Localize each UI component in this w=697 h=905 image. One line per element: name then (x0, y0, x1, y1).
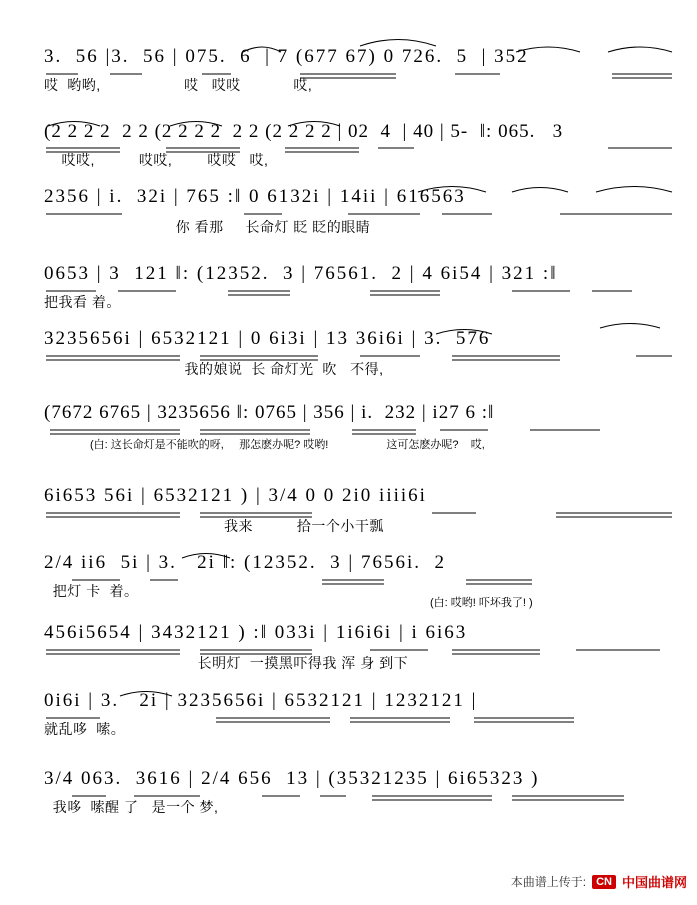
music-system-4 (0, 263, 697, 311)
music-system-3 (0, 186, 697, 236)
lyrics-row-1: 哎 哟哟, 哎 哎哎 哎, (44, 77, 313, 93)
site-logo-icon: CN (592, 875, 616, 889)
music-system-9 (0, 622, 697, 672)
lyrics-row-5: 我的娘说 长 命灯光 吹 不得, (44, 361, 384, 377)
spoken-text-1: (白: 这长命灯是不能吹的呀, 那怎麽办呢? 哎哟! 这可怎麽办呢? 哎, (90, 439, 485, 451)
lyrics-row-4: 把我看 着。 (44, 294, 121, 310)
site-name: 中国曲谱网 (621, 875, 687, 890)
music-system-7 (0, 485, 697, 535)
music-system-11 (0, 768, 697, 816)
notes-row-1: 3. 56 |3. 56 | 075. 6 | 7 (677 67) 0 726. 5 | 352 (44, 46, 529, 67)
lyrics-row-11: 我哆 嗦醒 了 是一个 梦, (44, 799, 219, 815)
notes-row-6: (7672 6765 | 3235656 ‖: 0765 | 356 | i. 232 | i27 6 :‖ (44, 402, 495, 423)
notes-row-8: 2/4 ii6 5i | 3. 2i ‖: (12352. 3 | 7656i. 2 (44, 552, 446, 573)
lyrics-row-10: 就乱哆 嗦。 (44, 721, 126, 737)
lyrics-row-8: 把灯 卡 着。 (44, 583, 139, 599)
music-system-5 (0, 328, 697, 378)
lyrics-row-9: 长明灯 一摸黑吓得我 浑 身 到下 (44, 655, 409, 671)
lyrics-row-3: 你 看那 长命灯 眨 眨的眼睛 (44, 219, 371, 235)
music-system-1 (0, 46, 697, 94)
music-system-2 (0, 121, 697, 169)
music-system-8 (0, 552, 697, 600)
notes-row-10: 0i6i | 3. 2i | 3235656i | 6532121 | 1232121 | (44, 690, 478, 711)
footer-credit-text: 本曲谱上传于: (510, 875, 587, 889)
music-system-6 (0, 402, 697, 424)
lyrics-row-7: 我来 拾一个小干瓢 (44, 518, 384, 534)
footer-credit (511, 872, 687, 891)
notes-row-3: 2356 | i. 32i | 765 :‖ 0 6132i | 14ii | 616563 (44, 186, 466, 207)
spoken-text-2: (白: 哎哟! 吓坏我了! ) (430, 597, 533, 609)
notes-row-7: 6i653 56i | 6532121 ) | 3/4 0 0 2i0 iiii6i (44, 485, 427, 506)
notes-row-4: 0653 | 3 121 ‖: (12352. 3 | 76561. 2 | 4 6i54 | 321 :‖ (44, 263, 558, 284)
lyrics-row-2: 哎哎, 哎哎, 哎哎 哎, (44, 152, 269, 168)
notes-row-9: 456i5654 | 3432121 ) :‖ 033i | 1i6i6i | i 6i63 (44, 622, 468, 643)
notes-row-11: 3/4 063. 3616 | 2/4 656 13 | (35321235 | 6i65323 ) (44, 768, 540, 789)
spoken-line-2 (0, 596, 697, 611)
notes-row-2: (2 2 2 2 2 2 (2 2 2 2 2 2 (2 2 2 2 | 02 4 | 40 | 5- ‖: 065. 3 (44, 121, 564, 142)
music-system-10 (0, 690, 697, 738)
notes-row-5: 3235656i | 6532121 | 0 6i3i | 13 36i6i | 3. 576 (44, 328, 491, 349)
spoken-line-1 (0, 438, 697, 453)
